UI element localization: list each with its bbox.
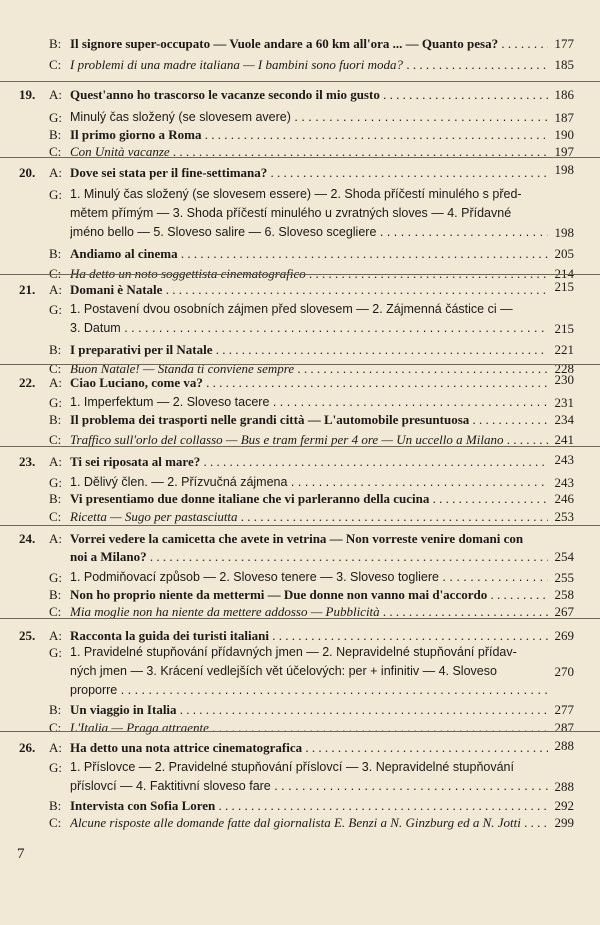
- entry-title: Vorrei vedere la camicetta che avete in vetrina — Non vorreste venire domani con: [70, 531, 524, 546]
- page-ref: 185: [554, 57, 574, 72]
- section-letter: C:: [49, 266, 62, 281]
- toc-entry-line: [0, 815, 600, 833]
- toc-entry-line: [0, 395, 600, 413]
- section-letter: C:: [49, 144, 62, 159]
- entry-title: 1. Podmiňovací způsob — 2. Sloveso tenere — 3. Sloveso togliere . . .: [70, 570, 548, 584]
- entry-title: 1. Dělivý člen. — 2. Přízvučná zájmena . . .: [70, 475, 548, 489]
- toc-entry-line: [0, 432, 600, 450]
- page-ref: 254: [554, 549, 574, 564]
- lesson-number: 19.: [19, 87, 36, 102]
- page-ref: 288: [554, 779, 574, 794]
- page-ref: 205: [554, 246, 574, 261]
- entry-title: mětem přímým — 3. Shoda příčestí minulého u zvratných sloves — 4. Přídavné: [70, 206, 512, 220]
- toc-entry-line: [0, 760, 600, 778]
- entry-title: 1. Postavení dvou osobních zájmen před slovesem — 2. Zájmenná částice ci —: [70, 302, 513, 316]
- entry-title: Traffico sull'orlo del collasso — Bus e tram fermi per 4 ore — Un uccello a Milano . . .: [70, 432, 548, 448]
- entry-title: noi a Milano? . . .: [70, 549, 548, 565]
- entry-title: 1. Imperfektum — 2. Sloveso tacere . . .: [70, 395, 548, 409]
- page-ref: 231: [554, 395, 574, 410]
- section-letter: C:: [49, 604, 62, 619]
- section-letter: G:: [49, 645, 62, 660]
- section-letter: C:: [49, 57, 62, 72]
- section-letter: B:: [49, 246, 62, 261]
- page-ref: 277: [554, 702, 574, 717]
- section-letter: A:: [49, 740, 62, 755]
- page-ref: 177: [554, 36, 574, 51]
- page-ref: 234: [554, 412, 574, 427]
- entry-title: Buon Natale! — Standa ti conviene sempre . . .: [70, 361, 548, 377]
- toc-entry-line: [0, 491, 600, 509]
- entry-title: Ha detto un noto soggettista cinematografico . . .: [70, 266, 548, 282]
- entry-title: Il problema dei trasporti nelle grandi città — L'automobile presuntuosa . . .: [70, 412, 548, 428]
- section-letter: C:: [49, 509, 62, 524]
- toc-entry-line: [0, 798, 600, 816]
- page-ref: 198: [554, 225, 574, 240]
- entry-title: Il signore super-occupato — Vuole andare a 60 km all'ora ... — Quanto pesa? . . .: [70, 36, 548, 52]
- toc-entry-line: [0, 187, 600, 205]
- entry-title: Alcune risposte alle domande fatte dal giornalista E. Benzi a N. Ginzburg ed a N. Jotti . . .: [70, 815, 548, 831]
- toc-entry-line: [0, 342, 600, 360]
- entry-title: Minulý čas složený (se slovesem avere) . . .: [70, 110, 548, 124]
- entry-title: Non ho proprio niente da mettermi — Due donne non vanno mai d'accordo . . .: [70, 587, 548, 603]
- entry-title: Il primo giorno a Roma . . .: [70, 127, 548, 143]
- toc-entry-line: [0, 549, 600, 567]
- entry-title: 1. Příslovce — 2. Pravidelné stupňování příslovcí — 3. Nepravidelné stupňování: [70, 760, 514, 774]
- page-ref: 230: [554, 372, 574, 387]
- page-ref: 221: [554, 342, 574, 357]
- page-ref: 215: [554, 321, 574, 336]
- entry-title: jméno bello — 5. Sloveso salire — 6. Sloveso scegliere . . .: [70, 225, 548, 239]
- toc-entry-line: [0, 570, 600, 588]
- entry-title: L'Italia — Praga attraente . . .: [70, 720, 548, 736]
- section-letter: B:: [49, 587, 62, 602]
- toc-entry-line: [0, 587, 600, 605]
- entry-title: Con Unità vacanze . . .: [70, 144, 548, 160]
- entry-title: Mia moglie non ha niente da mettere addosso — Pubblicità . . .: [70, 604, 548, 620]
- entry-title: 1. Pravidelné stupňování přídavných jmen — 2. Nepravidelné stupňování přídav-: [70, 645, 517, 659]
- page-ref: 241: [554, 432, 574, 447]
- toc-entry-line: [0, 412, 600, 430]
- page-ref: 253: [554, 509, 574, 524]
- section-letter: G:: [49, 110, 62, 125]
- page-ref: 190: [554, 127, 574, 142]
- section-letter: B:: [49, 412, 62, 427]
- page-ref: 197: [554, 144, 574, 159]
- entry-title: Un viaggio in Italia . . .: [70, 702, 548, 718]
- page-ref: 287: [554, 720, 574, 735]
- section-letter: G:: [49, 570, 62, 585]
- entry-title: Ha detto una nota attrice cinematografica . . .: [70, 740, 548, 756]
- page-ref: 270: [554, 664, 574, 679]
- section-letter: C:: [49, 432, 62, 447]
- section-letter: A:: [49, 454, 62, 469]
- toc-entry-line: [0, 683, 600, 701]
- entry-title: Andiamo al cinema . . .: [70, 246, 548, 262]
- page-ref: 255: [554, 570, 574, 585]
- entry-title: Ciao Luciano, come va? . . .: [70, 375, 548, 391]
- page-ref: 214: [554, 266, 574, 281]
- lesson-number: 25.: [19, 628, 36, 643]
- page-ref: 243: [554, 452, 574, 467]
- page-ref: 186: [554, 87, 574, 102]
- entry-title: I problemi di una madre italiana — I bambini sono fuori moda? . . .: [70, 57, 548, 73]
- toc-entry-line: [0, 225, 600, 243]
- entry-title: Ricetta — Sugo per pastasciutta . . .: [70, 509, 548, 525]
- toc-entry-line: [0, 645, 600, 663]
- lesson-block: [0, 446, 600, 524]
- page-ref: 288: [554, 738, 574, 753]
- lesson-block: [0, 618, 600, 735]
- page-ref: 198: [554, 162, 574, 177]
- page-ref: 258: [554, 587, 574, 602]
- section-letter: A:: [49, 87, 62, 102]
- entry-title: Intervista con Sofia Loren . . .: [70, 798, 548, 814]
- section-letter: C:: [49, 720, 62, 735]
- section-letter: A:: [49, 628, 62, 643]
- lesson-block: [0, 157, 600, 281]
- page-number: 7: [17, 846, 25, 862]
- page-ref: 228: [554, 361, 574, 376]
- lesson-number: 21.: [19, 282, 36, 297]
- toc-entry-line: [0, 664, 600, 682]
- lesson-number: 20.: [19, 165, 36, 180]
- toc-entry-line: [0, 206, 600, 224]
- section-letter: A:: [49, 531, 62, 546]
- lesson-number: 23.: [19, 454, 36, 469]
- entry-title: Vi presentiamo due donne italiane che vi parleranno della cucina . . .: [70, 491, 548, 507]
- section-letter: G:: [49, 187, 62, 202]
- section-letter: A:: [49, 282, 62, 297]
- toc-entry-line: [0, 127, 600, 145]
- entry-title: Quest'anno ho trascorso le vacanze secondo il mio gusto . . .: [70, 87, 548, 103]
- entry-title: Domani è Natale . . .: [70, 282, 548, 298]
- toc-entry-line: [0, 246, 600, 264]
- lesson-number: 26.: [19, 740, 36, 755]
- page-ref: 267: [554, 604, 574, 619]
- toc-entry-line: [0, 604, 600, 622]
- entry-title: příslovcí — 4. Faktitivní sloveso fare . . .: [70, 779, 548, 793]
- section-letter: B:: [49, 702, 62, 717]
- toc-entry-line: [0, 321, 600, 339]
- toc-entry-line: [0, 372, 600, 393]
- page-ref: 187: [554, 110, 574, 125]
- entry-title: proporre . . .: [70, 683, 548, 697]
- toc-entry-line: [0, 702, 600, 720]
- section-letter: B:: [49, 127, 62, 142]
- toc-entry-line: [0, 36, 600, 54]
- entry-title: Racconta la guida dei turisti italiani . . .: [70, 628, 548, 644]
- section-letter: B:: [49, 798, 62, 813]
- toc-entry-line: [0, 279, 600, 300]
- toc-entry-line: [0, 740, 600, 758]
- page-ref: 292: [554, 798, 574, 813]
- page-ref: 243: [554, 475, 574, 490]
- entry-title: Ti sei riposata al mare? . . .: [70, 454, 548, 470]
- section-letter: A:: [49, 375, 62, 390]
- toc-entry-line: [0, 531, 600, 549]
- entry-title: 1. Minulý čas složený (se slovesem essere) — 2. Shoda příčestí minulého s před-: [70, 187, 522, 201]
- section-letter: A:: [49, 165, 62, 180]
- lesson-number: 24.: [19, 531, 36, 546]
- toc-entry-line: [0, 302, 600, 320]
- lesson-block: [0, 81, 600, 159]
- toc-entry-line: [0, 779, 600, 797]
- lesson-block: [0, 525, 600, 619]
- entry-title: I preparativi per il Natale . . .: [70, 342, 548, 358]
- entry-title: ných jmen — 3. Krácení vedlejších vět účelových: per + infinitiv — 4. Sloveso: [70, 664, 497, 678]
- toc-entry-line: [0, 87, 600, 105]
- entry-title: 3. Datum . . .: [70, 321, 548, 335]
- section-letter: G:: [49, 395, 62, 410]
- section-letter: G:: [49, 760, 62, 775]
- section-letter: C:: [49, 361, 62, 376]
- toc-entry-line: [0, 110, 600, 128]
- section-letter: C:: [49, 815, 62, 830]
- toc-entry-line: [0, 162, 600, 183]
- section-letter: B:: [49, 36, 62, 51]
- page-ref: 269: [554, 628, 574, 643]
- lesson-block: [0, 731, 600, 830]
- entry-title: Dove sei stata per il fine-settimana? . . .: [70, 165, 548, 181]
- toc-entry-line: [0, 454, 600, 472]
- toc-entry-line: [0, 628, 600, 646]
- page-ref: 299: [554, 815, 574, 830]
- section-letter: G:: [49, 475, 62, 490]
- toc-entry-line: [0, 57, 600, 75]
- toc-entry-line: [0, 720, 600, 738]
- section-letter: B:: [49, 342, 62, 357]
- page-ref: 215: [554, 279, 574, 294]
- page-ref: 246: [554, 491, 574, 506]
- lesson-number: 22.: [19, 375, 36, 390]
- section-letter: G:: [49, 302, 62, 317]
- lesson-block: [0, 274, 600, 376]
- section-letter: B:: [49, 491, 62, 506]
- toc-entry-line: [0, 144, 600, 162]
